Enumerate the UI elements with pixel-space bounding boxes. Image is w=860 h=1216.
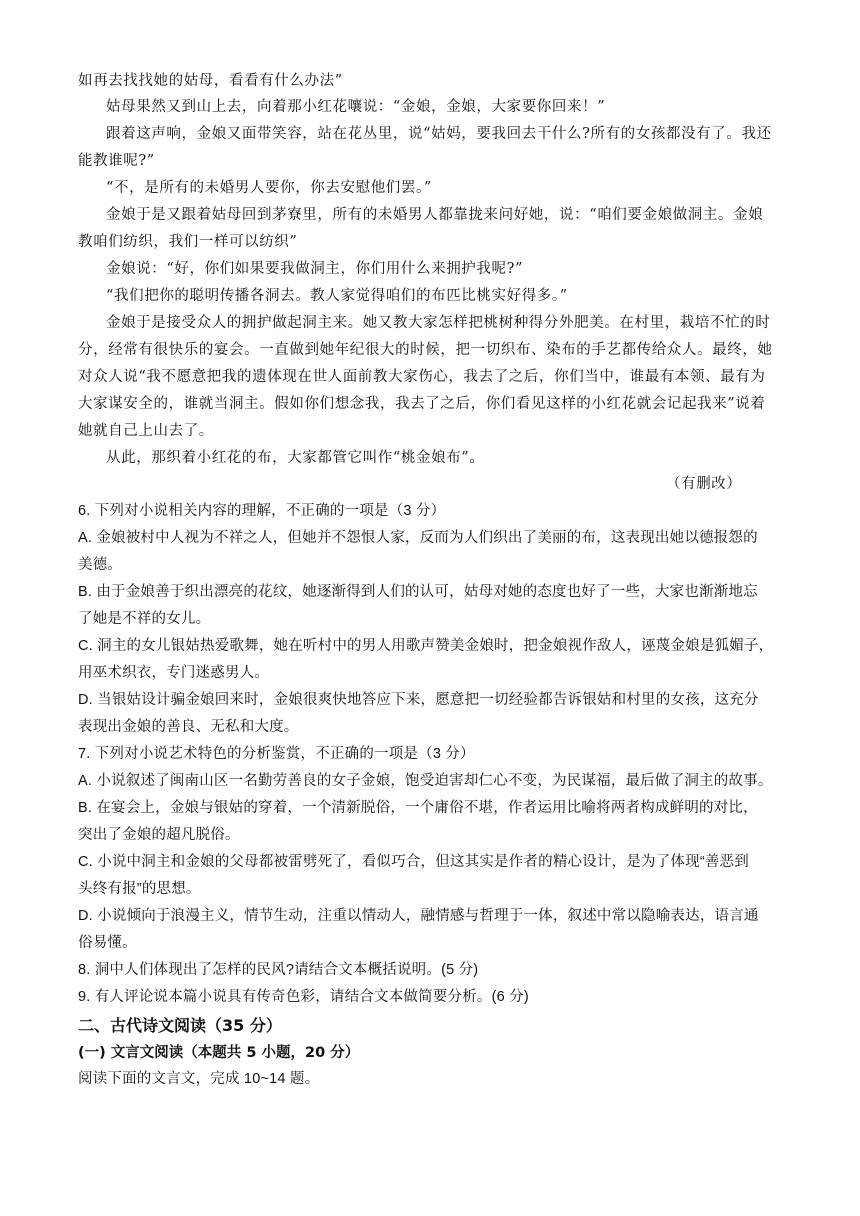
option-line: 美德。 [78,557,123,573]
option-line: B. 在宴会上，金娘与银姑的穿着，一个清新脱俗，一个庸俗不堪，作者运用比喻将两者构成鲜明的对比， [78,800,758,816]
story-line: 对众人说“我不愿意把我的遗体现在世人面前教大家伤心，我去了之后，你们当中，谁最有本领、最有为 [78,369,766,385]
story-line: “不，是所有的未婚男人要你，你去安慰他们罢。” [106,180,432,196]
section-instruction: 阅读下面的文言文，完成 10~14 题。 [78,1071,320,1087]
story-line: 如再去找找她的姑母，看看有什么办法” [78,73,343,89]
story-line: 她就自己上山去了。 [78,423,214,439]
section-title: 二、古代诗文阅读（35 分） [78,1016,282,1035]
option-line: D. 小说倾向于浪漫主义，情节生动，注重以情动人，融情感与哲理于一体，叙述中常以隐喻表达，语言通 [78,908,759,924]
story-line: “我们把你的聪明传播各洞去。教人家觉得咱们的布匹比桃实好得多。” [106,288,568,304]
option-line: 用巫术织衣，专门迷惑男人。 [78,665,270,681]
story-line: 金娘说：“好，你们如果要我做洞主，你们用什么来拥护我呢?” [106,261,523,277]
story-line: 姑母果然又到山上去，向着那小红花嚷说：“金娘，金娘，大家要你回来！” [106,99,606,115]
option-line: 俗易懂。 [78,935,137,951]
option-line: A. 金娘被村中人视为不祥之人，但她并不怨恨人家，反而为人们织出了美丽的布，这表现出她以德报怨的 [78,530,758,546]
story-line: 金娘于是接受众人的拥护做起洞主来。她又教大家怎样把桃树种得分外肥美。在村里，栽培不忙的时 [106,315,771,331]
question-8: 8. 洞中人们体现出了怎样的民风?请结合文本概括说明。(5 分) [78,962,479,978]
story-line: 大家谋安全的，谁就当洞主。假如你们想念我，我去了之后，你们看见这样的小红花就会记起我来”说着 [78,396,766,412]
story-line: 分，经常有很快乐的宴会。一直做到她年纪很大的时候，把一切织布、染布的手艺都传给众人。最终，她 [78,342,773,358]
section-subtitle: (一) 文言文阅读（本题共 5 小题，20 分） [78,1045,360,1061]
option-line: B. 由于金娘善于织出漂亮的花纹，她逐渐得到人们的认可，姑母对她的态度也好了一些，大家也渐渐地忘 [78,584,758,600]
story-line: 从此，那织着小红花的布，大家都管它叫作“桃金娘布”。 [106,450,485,466]
option-line: 头终有报”的思想。 [78,881,201,897]
option-line: 了她是不祥的女儿。 [78,611,211,627]
option-line: 表现出金娘的善良、无私和大度。 [78,719,299,735]
story-line: 教咱们纺织，我们一样可以纺织” [78,234,298,250]
option-line: A. 小说叙述了闽南山区一名勤劳善良的女子金娘，饱受迫害却仁心不变，为民谋福，最后做了洞主的故事。 [78,773,773,789]
story-line: 金娘于是又跟着姑母回到茅寮里，所有的未婚男人都靠拢来问好她，说：“咱们要金娘做洞主。金娘 [106,207,764,223]
story-line: 能教谁呢?” [78,153,155,169]
question-6: 6. 下列对小说相关内容的理解，不正确的一项是（3 分） [78,503,446,519]
option-line: C. 洞主的女儿银姑热爱歌舞，她在听村中的男人用歌声赞美金娘时，把金娘视作敌人，诬蔑金娘是狐媚子， [78,638,774,654]
option-line: 突出了金娘的超凡脱俗。 [78,827,240,843]
question-7: 7. 下列对小说艺术特色的分析鉴赏，不正确的一项是（3 分） [78,746,475,762]
option-line: C. 小说中洞主和金娘的父母都被雷劈死了，看似巧合，但这其实是作者的精心设计，是为了体现“善恶到 [78,854,749,870]
source-note: （有删改） [666,476,742,492]
option-line: D. 当银姑设计骗金娘回来时，金娘很爽快地答应下来，愿意把一切经验都告诉银姑和村里的女孩，这充分 [78,692,759,708]
story-line: 跟着这声响，金娘又面带笑容，站在花丛里，说“姑妈，要我回去干什么?所有的女孩都没有了。我还 [106,126,772,142]
question-9: 9. 有人评论说本篇小说具有传奇色彩，请结合文本做简要分析。(6 分) [78,989,529,1005]
